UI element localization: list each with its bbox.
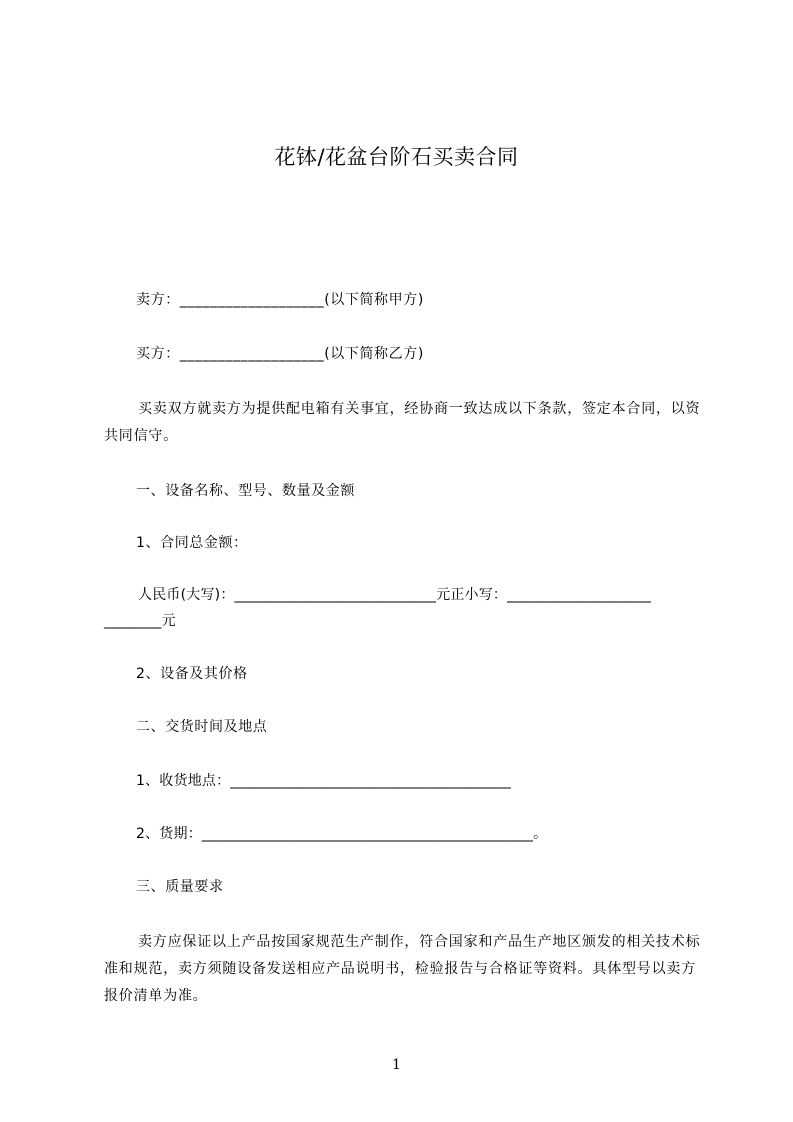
section-heading-quality: 三、质量要求: [136, 879, 224, 895]
delivery-place-line: 1、收货地点：_______________________________________: [136, 773, 512, 789]
buyer-line: 买方：___________________(以下简称乙方): [136, 346, 424, 362]
page-number: 1: [392, 1057, 401, 1073]
intro-paragraph: 买卖双方就卖方为提供配电箱有关事宜，经协商一致达成以下条款，签定本合同，以资共同信守。: [104, 401, 701, 444]
section-heading-delivery: 二、交货时间及地点: [136, 719, 268, 735]
equipment-price-label: 2、设备及其价格: [136, 666, 248, 682]
document-title: 花钵/花盆台阶石买卖合同: [274, 145, 519, 169]
amount-line-continued: ________元: [104, 613, 176, 629]
delivery-period-line: 2、货期：______________________________________________。: [136, 826, 548, 842]
section-heading-equipment: 一、设备名称、型号、数量及金额: [136, 483, 355, 499]
total-amount-label: 1、合同总金额：: [136, 535, 248, 551]
quality-paragraph: 卖方应保证以上产品按国家规范生产制作，符合国家和产品生产地区颁发的相关技术标准和规范，卖方须随设备发送相应产品说明书，检验报告与合格证等资料。具体型号以卖方报价清单为准。: [104, 934, 701, 1004]
amount-line: 人民币(大写)：____________________________元正小写：____________________: [138, 587, 652, 603]
seller-line: 卖方：___________________(以下简称甲方): [136, 292, 424, 308]
